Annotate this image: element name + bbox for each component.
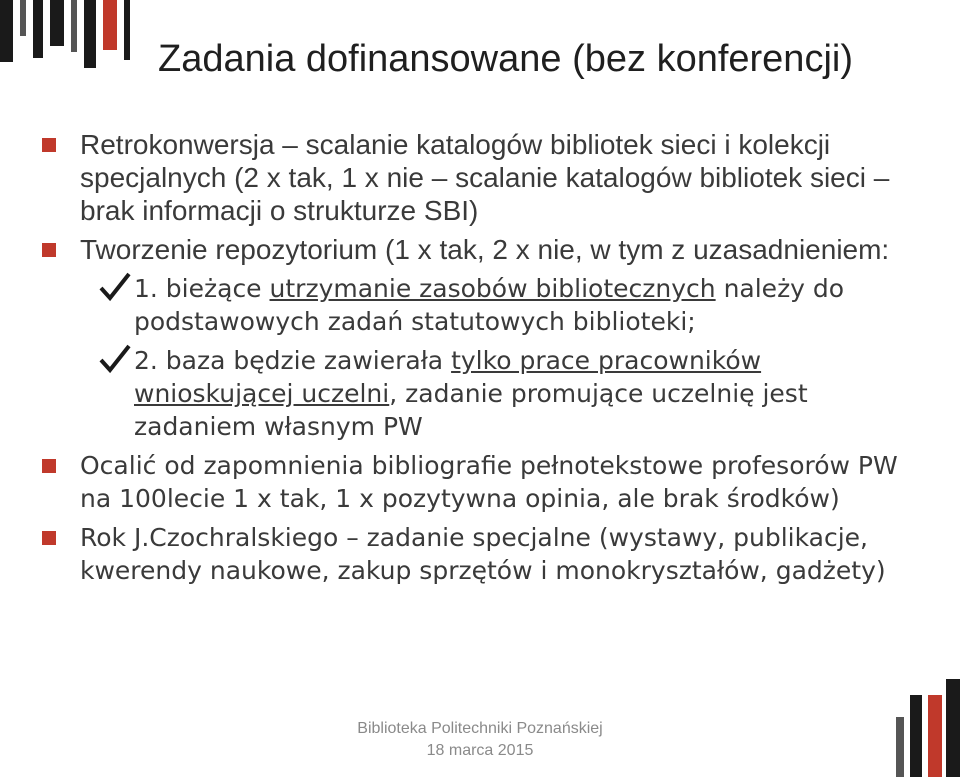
logo-bar (896, 717, 904, 777)
underlined-phrase: utrzymanie zasobów bibliotecznych (269, 274, 716, 303)
bullet-text: Rok J.Czochralskiego – zadanie specjalne (wystawy, publikacje, kwerendy naukowe, zakup sprzętów i monokryształów, gadżety) (80, 523, 886, 585)
sub-item-text: , zadanie promujące uczelnię jest zadaniem własnym PW (134, 379, 808, 441)
logo-bar (20, 0, 26, 36)
sub-item-text: 2. baza będzie zawierała (134, 346, 452, 375)
logo-bar (71, 0, 77, 52)
logo-bar (103, 0, 117, 50)
bullet-text: Tworzenie repozytorium (1 x tak, 2 x nie, w tym z uzasadnieniem: (80, 234, 890, 265)
slide-title: Zadania dofinansowane (bez konferencji) (158, 38, 853, 80)
footer-organization: Biblioteka Politechniki Poznańskiej (357, 720, 603, 737)
sub-item-text: 1. bieżące (134, 274, 270, 303)
logo-bar (84, 0, 96, 68)
bullet-item (40, 128, 900, 227)
bullet-item (40, 233, 900, 266)
logo-bar (928, 695, 942, 777)
underlined-phrase: tylko prace pracowników wnioskującej uczelni (134, 346, 762, 408)
logo-bar (50, 0, 64, 46)
square-bullet-icon (42, 138, 56, 152)
slide-content (40, 128, 900, 593)
bullet-text: Retrokonwersja – scalanie katalogów bibliotek sieci i kolekcji specjalnych (2 x tak, 1 x nie – scalanie katalogów bibliotek sieci – brak informacji o strukturze SBI) (80, 129, 890, 226)
square-bullet-icon (42, 243, 56, 257)
square-bullet-icon (42, 459, 56, 473)
sub-item (80, 272, 900, 338)
bullet-text: Ocalić od zapomnienia bibliografie pełnotekstowe profesorów PW na 100lecie 1 x tak, 1 x pozytywna opinia, ale brak środków) (80, 451, 898, 513)
logo-bar (946, 679, 960, 777)
logo-bar (124, 0, 130, 60)
bullet-item (40, 449, 900, 515)
logo-bar (910, 695, 922, 777)
bullet-item (40, 521, 900, 587)
checkmark-icon (98, 270, 132, 304)
checkmark-icon (98, 342, 132, 376)
square-bullet-icon (42, 531, 56, 545)
logo-bar (0, 0, 13, 62)
sub-item-text: należy do podstawowych zadań statutowych biblioteki; (134, 274, 845, 336)
sub-item (80, 344, 900, 443)
logo-bar (33, 0, 43, 58)
footer-date: 18 marca 2015 (426, 742, 534, 759)
